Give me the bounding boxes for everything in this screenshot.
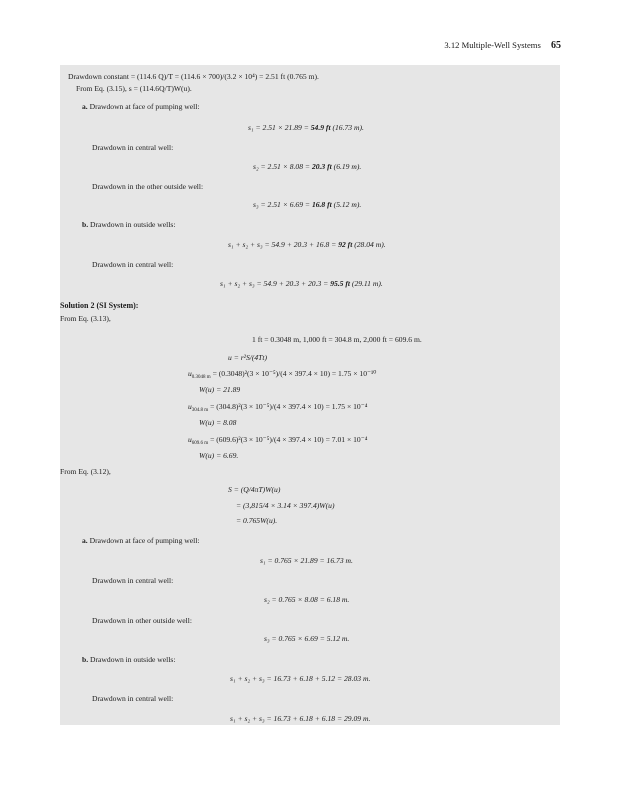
equation-sum-central: s₁ + s₂ + s₃ = 54.9 + 20.3 + 20.3 = 95.5 ft (29.11 m). [220, 279, 383, 288]
si-other-well-label: Drawdown in other outside well: [92, 616, 192, 625]
equation-s2: s₂ = 2.51 × 8.08 = 20.3 ft (6.19 m). [253, 162, 362, 171]
w-of-u-2: W(u) = 8.08 [199, 418, 237, 427]
w-of-u-1: W(u) = 21.89 [199, 385, 241, 394]
equation-s3: s₃ = 2.51 × 6.69 = 16.8 ft (5.12 m). [253, 200, 362, 209]
si-central-well-label-b: Drawdown in central well: [92, 694, 174, 703]
equation-sum-outside: s₁ + s₂ + s₃ = 54.9 + 20.3 + 16.8 = 92 ft (28.04 m). [228, 240, 386, 249]
central-well-label: Drawdown in central well: [92, 143, 174, 152]
si-equation-s3: s₃ = 0.765 × 6.69 = 5.12 m. [264, 634, 350, 643]
si-part-a-label: a. [82, 536, 88, 545]
page-number: 65 [551, 40, 561, 51]
solution-2-title: Solution 2 (SI System): [60, 301, 139, 310]
drawdown-constant-line: Drawdown constant = (114.6 Q)/T = (114.6 × 700)/(3.2 × 10⁴) = 2.51 ft (0.765 m). [68, 72, 319, 81]
si-part-b-label: b. [82, 655, 89, 664]
u-at-304.8m: $u_{304.8 m} = (304.8)^2(3 \times 10^{-5})/(4 \times 397.4 \times 10) = 1.75 \times 10^{-4}$ [188, 402, 368, 413]
part-a-label: a. [82, 102, 88, 111]
s-formula-3: = 0.765W(u). [236, 516, 278, 525]
si-equation-s1: s₁ = 0.765 × 21.89 = 16.73 m. [260, 556, 353, 565]
si-part-b-heading [82, 656, 175, 664]
part-a-heading [82, 103, 199, 111]
equation-s1: s₁ = 2.51 × 21.89 = 54.9 ft (16.73 m). [248, 123, 364, 132]
part-b-text: Drawdown in outside wells: [90, 220, 176, 229]
section-title: 3.12 Multiple-Well Systems [444, 40, 541, 50]
si-central-well-label: Drawdown in central well: [92, 576, 174, 585]
si-part-b-text: Drawdown in outside wells: [90, 655, 176, 664]
si-part-a-text: Drawdown at face of pumping well: [89, 536, 200, 545]
si-equation-s2: s₂ = 0.765 × 8.08 = 6.18 m. [264, 595, 350, 604]
running-header [444, 40, 561, 51]
u-at-0.3048m: $u_{0.3048 m} = (0.3048)^2(3 \times 10^{-5})/(4 \times 397.4 \times 10) = 1.75 \times 10^{-10}$ [188, 369, 377, 380]
w-of-u-3: W(u) = 6.69. [199, 451, 239, 460]
example-solution-box [60, 65, 560, 725]
s-formula-1: S = (Q/4πT)W(u) [228, 485, 281, 494]
si-part-a-heading [82, 537, 199, 545]
si-equation-sum-outside: s₁ + s₂ + s₃ = 16.73 + 6.18 + 5.12 = 28.03 m. [230, 674, 371, 683]
part-b-heading [82, 221, 175, 229]
from-eq-312: From Eq. (3.12), [60, 467, 111, 476]
eq-315-line: From Eq. (3.15), s = (114.6Q/T)W(u). [76, 84, 192, 93]
u-at-609.6m: $u_{609.6 m} = (609.6)^2(3 \times 10^{-5})/(4 \times 397.4 \times 10) = 7.01 \times 10^{-4}$ [188, 435, 368, 446]
central-well-label-b: Drawdown in central well: [92, 260, 174, 269]
part-b-label: b. [82, 220, 89, 229]
other-well-label: Drawdown in the other outside well: [92, 182, 204, 191]
u-definition: u = r²S/(4Tt) [228, 353, 268, 362]
part-a-text: Drawdown at face of pumping well: [89, 102, 200, 111]
si-equation-sum-central: s₁ + s₂ + s₃ = 16.73 + 6.18 + 6.18 = 29.09 m. [230, 714, 371, 723]
from-eq-313: From Eq. (3.13), [60, 314, 111, 323]
s-formula-2: = (3,815/4 × 3.14 × 397.4)W(u) [236, 501, 335, 510]
conversion-line: 1 ft = 0.3048 m, 1,000 ft = 304.8 m, 2,000 ft = 609.6 m. [252, 335, 422, 344]
